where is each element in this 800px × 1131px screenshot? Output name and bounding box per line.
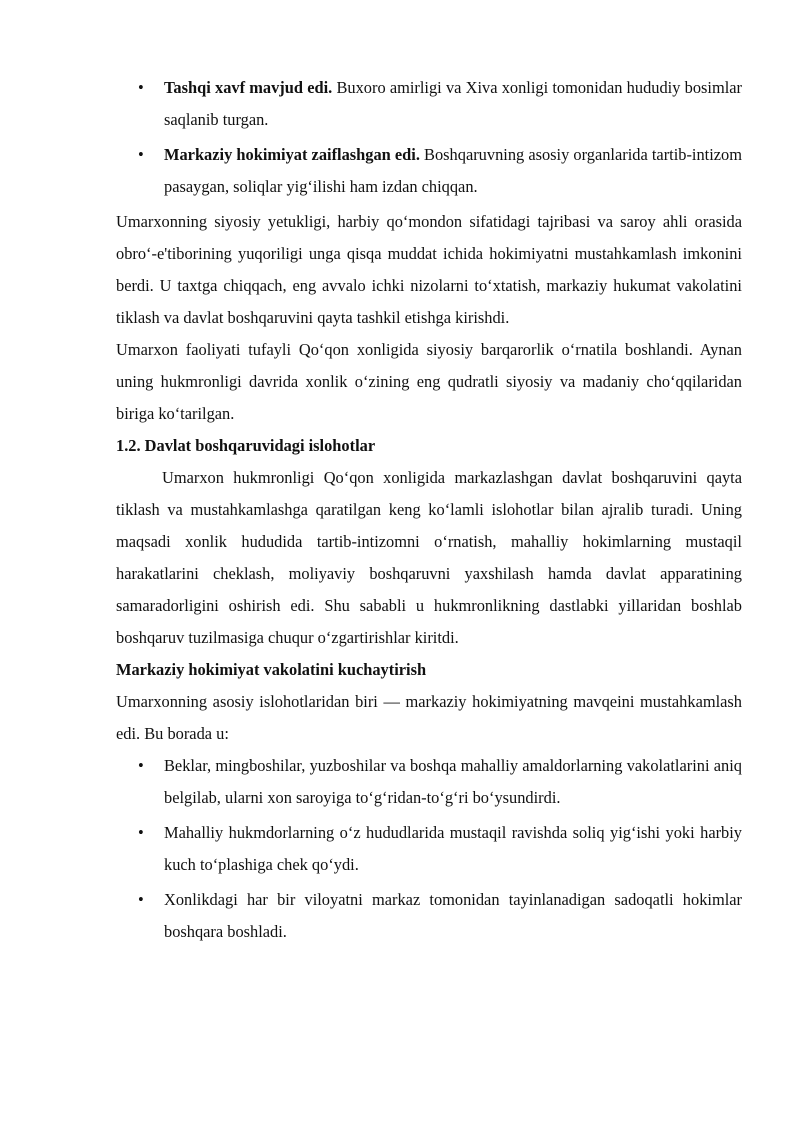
bullet-text: Beklar, mingboshilar, yuzboshilar va boshqa mahalliy amaldorlarning vakolatlarini aniq belgilab, ularni xon saroyiga to‘g‘ridan-to‘g‘ri bo‘ysundirdi. [164, 756, 742, 807]
subsection-heading: Markaziy hokimiyat vakolatini kuchaytirish [116, 660, 427, 679]
paragraph-reforms-intro: Umarxon hukmronligi Qo‘qon xonligida markazlashgan davlat boshqaruvini qayta tiklash va mustahkamlashga qaratilgan keng ko‘lamli islohotlar bilan ajralib turadi. Uning maqsadi xonlik hududida tartib-intizomni o‘rnatish, mahalliy hokimlarning mustaqil harakatlarini cheklash, moliyaviy boshqaruvni yaxshilash hamda davlat apparatining samaradorligini oshirish edi. Shu sababli u hukmronlikning dastlabki yillaridan boshlab boshqaruv tuzilmasiga chuqur o‘zgartirishlar kiritdi. [116, 468, 742, 647]
bullet-icon: • [138, 823, 144, 842]
paragraph-stability: Umarxon faoliyati tufayli Qo‘qon xonligida siyosiy barqarorlik o‘rnatila boshlandi. Aynan uning hukmronligi davrida xonlik o‘zining eng qudratli siyosiy va madaniy cho‘qqilaridan biriga ko‘tarilgan. [116, 340, 742, 423]
section-heading: 1.2. Davlat boshqaruvidagi islohotlar [116, 436, 376, 455]
list-item [116, 72, 742, 136]
list-item [116, 750, 742, 814]
bullet-icon: • [138, 145, 144, 164]
paragraph-central-power: Umarxonning asosiy islohotlaridan biri — markaziy hokimiyatning mavqeini mustahkamlash edi. Bu borada u: [116, 692, 742, 743]
bullet-text: Boshqaruvning asosiy organlarida tartib-intizom pasaygan, soliqlar yig‘ilishi ham izdan chiqqan. [164, 145, 742, 196]
bullet-bold-lead: Tashqi xavf mavjud edi. [164, 78, 333, 97]
list-item [116, 139, 742, 203]
bullet-text: Buxoro amirligi va Xiva xonligi tomonidan hududiy bosimlar saqlanib turgan. [164, 78, 742, 129]
bullet-text: Mahalliy hukmdorlarning o‘z hududlarida mustaqil ravishda soliq yig‘ishi yoki harbiy kuch to‘plashiga chek qo‘ydi. [164, 823, 742, 874]
document-page [116, 72, 742, 951]
list-item [116, 884, 742, 948]
top-bullet-list [116, 72, 742, 203]
bullet-icon: • [138, 78, 144, 97]
bullet-icon: • [138, 756, 144, 775]
list-item [116, 817, 742, 881]
bullet-bold-lead: Markaziy hokimiyat zaiflashgan edi. [164, 145, 420, 164]
bottom-bullet-list [116, 750, 742, 948]
bullet-text: Xonlikdagi har bir viloyatni markaz tomonidan tayinlanadigan sadoqatli hokimlar boshqara boshladi. [164, 890, 742, 941]
paragraph-political-maturity: Umarxonning siyosiy yetukligi, harbiy qo‘mondon sifatidagi tajribasi va saroy ahli orasida obro‘-e'tiborining yuqoriligi unga qisqa muddat ichida hokimiyatni mustahkamlash imkonini berdi. U taxtga chiqqach, eng avvalo ichki nizolarni to‘xtatish, markaziy hukumat vakolatini tiklash va davlat boshqaruvini qayta tashkil etishga kirishdi. [116, 212, 742, 327]
bullet-icon: • [138, 890, 144, 909]
